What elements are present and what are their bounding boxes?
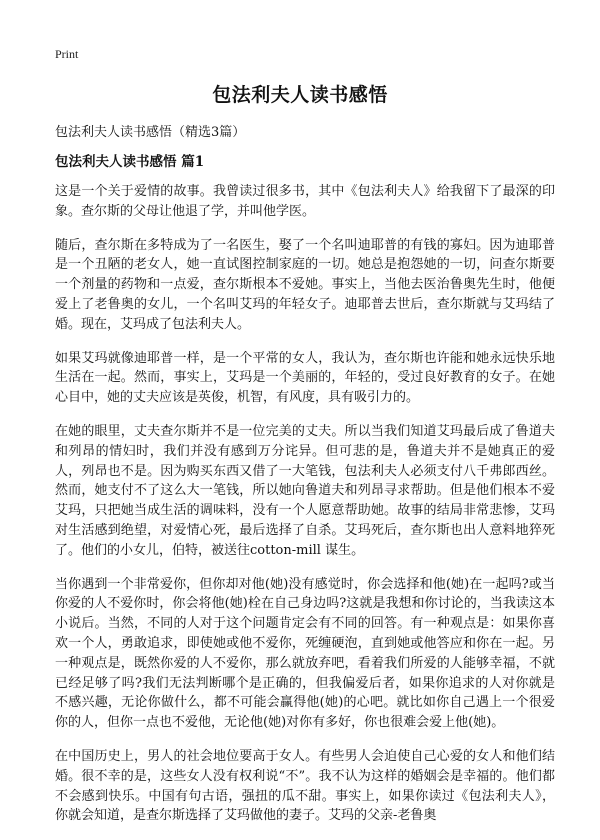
paragraph-1: 这是一个关于爱情的故事。我曾读过很多书，其中《包法利夫人》给我留下了最深的印象。查尔斯的父母让他退了学，并叫他学医。 (55, 184, 555, 219)
paragraph-2: 随后，查尔斯在多特成为了一名医生，娶了一个名叫迪耶普的有钱的寡妇。因为迪耶普是一个丑陋的老女人，她一直试图控制家庭的一切。她总是抱怨她的一切，问查尔斯要一个剂量的药物和一点爱，查尔斯根本不爱她。事实上，当他去医治鲁奥先生时，他便爱上了老鲁奥的女儿，一个名叫艾玛的年轻女子。迪耶普去世后，查尔斯就与艾玛结了婚。现在，艾玛成了包法利夫人。 (55, 237, 555, 332)
print-label[interactable]: Print (55, 47, 79, 61)
article-body (55, 182, 555, 840)
subtitle: 包法利夫人读书感悟（精选3篇） (55, 125, 246, 140)
paragraph-5: 当你遇到一个非常爱你，但你却对他(她)没有感觉时，你会选择和他(她)在一起吗?或当你爱的人不爱你时，你会将他(她)栓在自己身边吗?这就是我想和你讨论的，当我读这本小说后。当然，不同的人对于这个问题肯定会有不同的回答。有一种观点是：如果你喜欢一个人，勇敢追求，即使她或他不爱你，死缠硬泡，直到她或他答应和你在一起。另一种观点是，既然你爱的人不爱你，那么就放弃吧，看着我们所爱的人能够幸福，不就已经足够了吗?我们无法判断哪个是正确的，但我偏爱后者，如果你追求的人对你就是不感兴趣，无论你做什么，都不可能会赢得他(她)的心吧。就比如你自己遇上一个很爱你的人，但你一点也不爱他，无论他(她)对你有多好，你也很难会爱上他(她)。 (55, 576, 555, 731)
section-heading: 包法利夫人读书感悟 篇1 (55, 154, 205, 170)
paragraph-4: 在她的眼里，丈夫查尔斯并不是一位完美的丈夫。所以当我们知道艾玛最后成了鲁道夫和列昂的情妇时，我们并没有感到万分诧异。但可悲的是，鲁道夫并不是她真正的爱人，列昂也不是。因为购买东西又借了一大笔钱，包法利夫人必须支付八千弗郎西丝。然而，她支付不了这么大一笔钱，所以她向鲁道夫和列昂寻求帮助。但是他们根本不爱艾玛，只把她当成生活的调味料，没有一个人愿意帮助她。故事的结局非常悲惨，艾玛对生活感到绝望，对爱情心死，最后选择了自杀。艾玛死后，查尔斯也出人意料地猝死了。他们的小女儿，伯特，被送往cotton-mill 谋生。 (55, 423, 555, 558)
page-title: 包法利夫人读书感悟 (212, 84, 388, 106)
paragraph-6: 在中国历史上，男人的社会地位要高于女人。有些男人会迫使自己心爱的女人和他们结婚。很不幸的是，这些女人没有权利说“不”。我不认为这样的婚姻会是幸福的。他们都不会感到快乐。中国有句古语，强扭的瓜不甜。事实上，如果你读过《包法利夫人》，你就会知道，是查尔斯选择了艾玛做他的妻子。艾玛的父亲-老鲁奥 (55, 748, 555, 824)
paragraph-3: 如果艾玛就像迪耶普一样，是一个平常的女人，我认为，查尔斯也许能和她永远快乐地生活在一起。然而，事实上，艾玛是一个美丽的，年轻的，受过良好教育的女子。在她心目中，她的丈夫应该是英俊，机智，有风度，具有吸引力的。 (55, 350, 555, 406)
